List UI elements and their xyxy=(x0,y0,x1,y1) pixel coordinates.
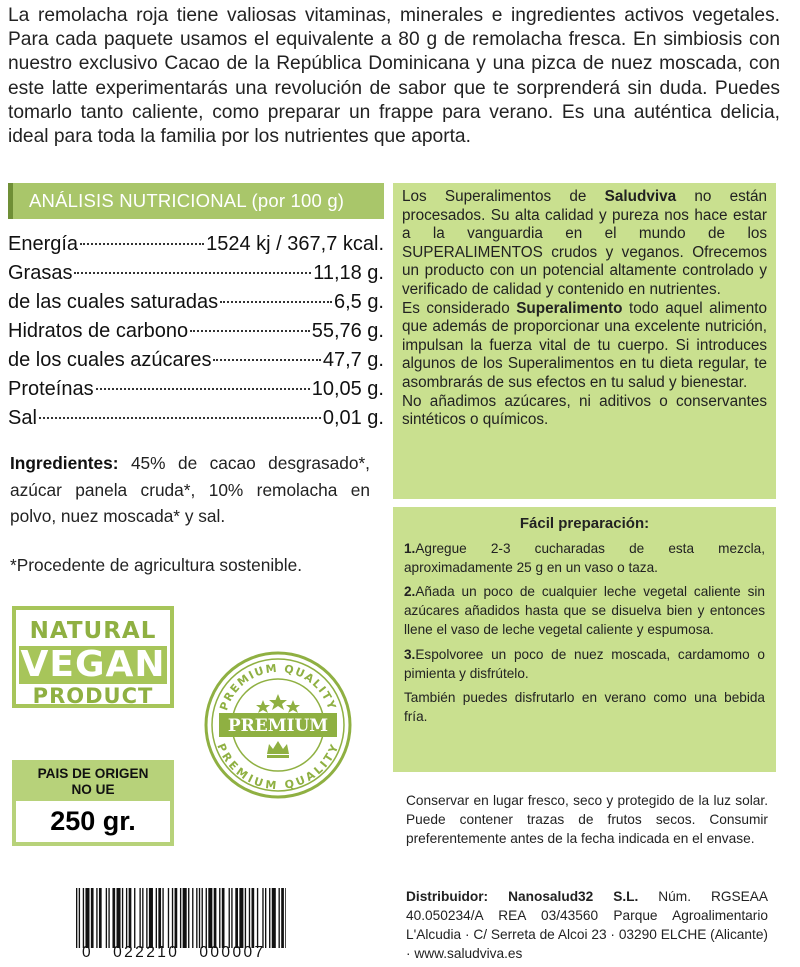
nutrition-row: de las cuales saturadas 6,5 g. xyxy=(8,291,384,313)
barcode-bar xyxy=(196,888,197,948)
barcode-bar xyxy=(252,888,255,948)
barcode-bar xyxy=(219,888,220,948)
barcode-bar xyxy=(265,888,266,948)
nutrition-row: de los cuales azúcares 47,7 g. xyxy=(8,349,384,371)
barcode-bar xyxy=(91,888,94,948)
barcode-bar xyxy=(146,888,147,948)
nutrition-row: Energía 1524 kj / 367,7 kcal. xyxy=(8,233,384,255)
barcode-bar xyxy=(202,888,203,948)
barcode-bar xyxy=(199,888,200,948)
barcode-bar xyxy=(208,888,212,948)
barcode-bar xyxy=(83,888,84,948)
nutrition-row: Grasas 11,18 g. xyxy=(8,262,384,284)
barcode-bar xyxy=(76,888,77,948)
net-weight: 250 gr. xyxy=(50,806,136,836)
barcode-bar xyxy=(222,888,225,948)
barcode-bar xyxy=(235,888,238,948)
svg-text:PREMIUM: PREMIUM xyxy=(227,716,329,736)
barcode-bar xyxy=(249,888,250,948)
origin-weight-box: PAIS DE ORIGEN NO UE 250 gr. xyxy=(12,760,174,846)
nutrition-table xyxy=(8,230,384,433)
barcode-bar xyxy=(99,888,102,948)
barcode-bar xyxy=(129,888,132,948)
barcode-bar xyxy=(142,888,143,948)
barcode-bar xyxy=(172,888,173,948)
ingredients-text: 45% de cacao desgrasado*, azúcar panela cruda*, 10% remolacha en polvo, nuez moscada* y sal. xyxy=(10,453,370,526)
barcode-bar xyxy=(279,888,280,948)
brand-name: Saludviva xyxy=(604,188,677,205)
barcode-bar xyxy=(108,888,109,948)
barcode-bar xyxy=(206,888,207,948)
preparation-step: 2.Añada un poco de cualquier leche vegetal caliente sin azúcares añadidos hasta que se disuelva bien y entonces llene el vaso de leche vegetal caliente y espumosa. xyxy=(404,584,765,637)
barcode-bar xyxy=(229,888,230,948)
barcode-bar xyxy=(214,888,217,948)
barcode-bar xyxy=(149,888,153,948)
barcode-bar xyxy=(285,888,286,948)
distributor-info: Distribuidor: Nanosalud32 S.L. Núm. RGSEAA 40.050234/A REA 03/43560 Parque Agroalimentario L'Alcudia · C/ Serreta de Alcoi 23 · 03290 ELCHE (Alicante) · www.saludviva.es xyxy=(406,889,769,961)
barcode-bar xyxy=(85,888,89,948)
barcode-bar xyxy=(180,888,181,948)
superfood-info-box: Los Superalimentos de Saludviva no están procesados. Su alta calidad y pureza nos hace estar a la vanguardia en el mundo de los SUPERALIMENTOS crudos y veganos. Ofrecemos un producto con un potencial altamente controlado y verificado de calidad y contenido en nutrientes. Es considerado Superalimento todo aquel alimento que además de proporcionar una excelente nutrición, impulsan la fuerza vital de tu cuerpo. Si introduces algunos de los Superalimentos en tu dieta regular, te asombrarás de sus efectos en tu salud y bienestar. No añadimos azúcares, ni aditivos o conservantes sintéticos o químicos. xyxy=(393,183,776,499)
barcode-bar xyxy=(156,888,157,948)
barcode-number: 0 022210 000007 xyxy=(82,944,266,961)
preparation-summer: También puedes disfrutarlo en verano como una bebida fría. xyxy=(404,690,765,725)
preparation-step: 1.Agregue 2-3 cucharadas de esta mezcla, aproximadamente 25 g en un vaso o taza. xyxy=(404,540,765,575)
barcode-bar xyxy=(281,888,284,948)
organic-note: *Procedente de agricultura sostenible. xyxy=(10,555,303,575)
barcode-bar xyxy=(122,888,123,948)
ingredients-label: Ingredientes: xyxy=(10,453,119,473)
svg-text:PREMIUM QUALITY: PREMIUM QUALITY xyxy=(214,741,342,793)
barcode-bar xyxy=(245,888,246,948)
preparation-box xyxy=(393,507,776,772)
barcode-bar xyxy=(134,888,135,948)
barcode-bar xyxy=(231,888,232,948)
barcode-bar xyxy=(79,888,80,948)
barcode-bar xyxy=(269,888,270,948)
svg-text:PREMIUM QUALITY: PREMIUM QUALITY xyxy=(217,661,339,713)
barcode-bar xyxy=(257,888,258,948)
ingredients xyxy=(10,450,370,530)
barcode-bar xyxy=(183,888,187,948)
product-description: La remolacha roja tiene valiosas vitaminas, minerales e ingredientes activos vegetales. Para cada paquete usamos el equivalente a 80 g de remolacha fresca. En simbiosis con nuestro exclusivo Cacao de la República Dominicana y una pizca de nuez moscada, con este latte experimentarás una revolución de sabor que te sorprenderá sin duda. Puedes tomarlo tanto caliente, como preparar un frappe para verano. Es una auténtica delicia, ideal para toda la familia por los nutrientes que aporta. xyxy=(8,5,780,148)
nutrition-row: Sal 0,01 g. xyxy=(8,407,384,429)
natural-vegan-badge: NATURAL VEGAN PRODUCT xyxy=(12,606,174,708)
barcode-bar xyxy=(139,888,140,948)
barcode-bar xyxy=(112,888,115,948)
barcode-bar xyxy=(175,888,178,948)
barcode-bar xyxy=(272,888,276,948)
barcode-bar xyxy=(168,888,169,948)
nutrition-heading: ANÁLISIS NUTRICIONAL (por 100 g) xyxy=(8,183,384,219)
nutrition-row: Proteínas 10,05 g. xyxy=(8,378,384,400)
barcode-bar xyxy=(158,888,161,948)
barcode-bar xyxy=(117,888,121,948)
barcode-bar xyxy=(188,888,189,948)
nutrition-row: Hidratos de carbono 55,76 g. xyxy=(8,320,384,342)
barcode-bar xyxy=(126,888,127,948)
barcode-bar xyxy=(192,888,193,948)
preparation-title: Fácil preparación: xyxy=(519,515,650,532)
barcode-bar xyxy=(162,888,163,948)
premium-quality-seal xyxy=(203,650,353,800)
storage-instructions: Conservar en lugar fresco, seco y protegido de la luz solar. Puede contener trazas de frutos secos. Consumir preferentemente antes de la fecha indicada en el envase. xyxy=(406,793,768,846)
barcode-bar xyxy=(239,888,243,948)
barcode-bar xyxy=(106,888,107,948)
barcode-bar xyxy=(262,888,263,948)
barcode-bar xyxy=(96,888,97,948)
preparation-step: 3.Espolvoree un poco de nuez moscada, cardamomo o pimienta y disfrútelo. xyxy=(404,646,765,681)
barcode xyxy=(76,888,286,948)
